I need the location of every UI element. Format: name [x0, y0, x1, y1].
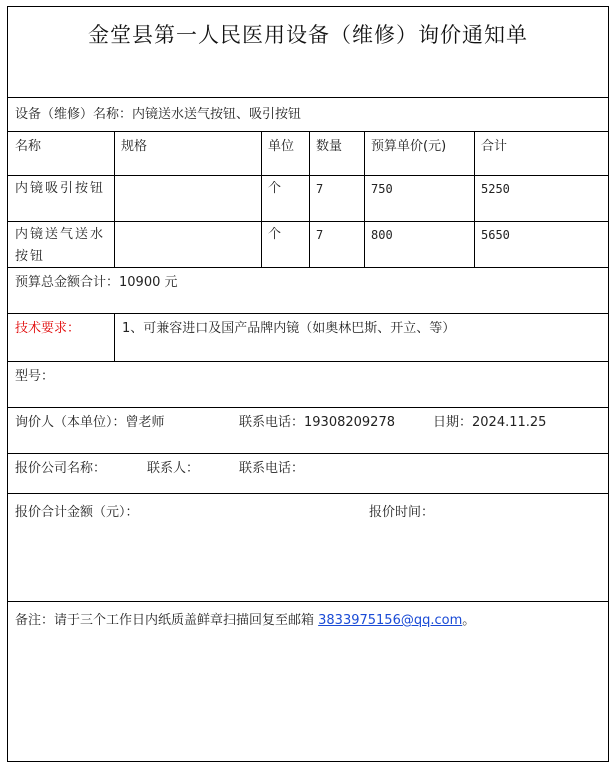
inquirer-name: 询价人（本单位）：曾老师 [15, 415, 165, 430]
table-divider [114, 131, 115, 267]
table-header-row [8, 131, 608, 175]
table-divider [474, 131, 475, 267]
table-row [8, 175, 608, 221]
budget-total: 预算总金额合计：10900 元 [15, 275, 178, 290]
row-qty: 7 [316, 182, 324, 196]
budget-total-row [8, 267, 608, 313]
row-total: 5250 [481, 182, 510, 196]
quote-company-label: 报价公司名称： [15, 461, 107, 476]
row-name: 内镜送气送水按钮 [15, 227, 106, 264]
tech-divider [114, 313, 115, 361]
note-text: 备注：请于三个工作日内纸质盖鲜章扫描回复至邮箱 [15, 613, 319, 628]
tech-text: 1、可兼容进口及国产品牌内镜（如奥林巴斯、开立、等） [122, 321, 456, 336]
note [8, 610, 608, 632]
row-qty: 7 [316, 228, 324, 242]
tech-requirement-row [8, 313, 608, 361]
email-link[interactable]: 3833975156@qq.com [318, 613, 463, 628]
row-unit: 个 [268, 227, 282, 242]
quote-company-row [8, 453, 608, 493]
table-divider [261, 131, 262, 267]
header-unit: 单位 [268, 139, 295, 154]
model-label: 型号： [15, 369, 55, 384]
header-spec: 规格 [121, 139, 148, 154]
row-name: 内镜吸引按钮 [15, 181, 106, 196]
device-name-row [8, 97, 608, 131]
table-divider [309, 131, 310, 267]
quote-amount-row [8, 493, 608, 601]
tech-label: 技术要求： [15, 321, 81, 336]
quote-phone-label: 联系电话： [239, 461, 305, 476]
row-price: 750 [371, 182, 393, 196]
header-name: 名称 [15, 139, 42, 154]
form-title-area [8, 7, 608, 97]
row-price: 800 [371, 228, 393, 242]
note-row [8, 601, 608, 761]
row-unit: 个 [268, 181, 282, 196]
table-divider [364, 131, 365, 267]
inquirer-phone: 联系电话：19308209278 [239, 415, 395, 430]
inquirer-row [8, 407, 608, 453]
row-total: 5650 [481, 228, 510, 242]
note-end: 。 [462, 613, 476, 628]
quote-amount-label: 报价合计金额（元）： [15, 505, 139, 520]
quote-time-label: 报价时间： [369, 505, 435, 520]
form-title: 金堂县第一人民医用设备（维修）询价通知单 [88, 23, 528, 47]
header-qty: 数量 [316, 139, 343, 154]
quote-contact-label: 联系人： [147, 461, 200, 476]
header-total: 合计 [481, 139, 508, 154]
inquiry-form [7, 6, 609, 762]
table-row [8, 221, 608, 267]
device-name: 设备（维修）名称：内镜送水送气按钮、吸引按钮 [15, 107, 302, 122]
header-price: 预算单价(元) [371, 139, 447, 154]
inquiry-date: 日期：2024.11.25 [433, 415, 547, 430]
model-row [8, 361, 608, 407]
